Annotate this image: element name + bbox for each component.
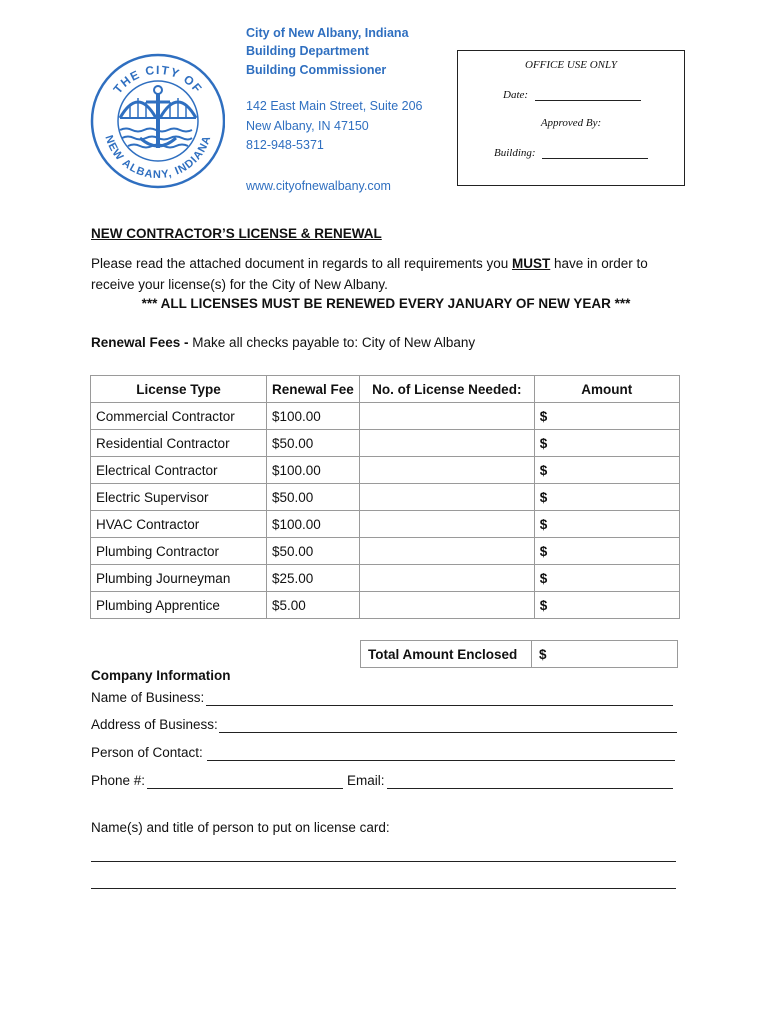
phone-label: Phone #: <box>91 773 146 788</box>
renewal-fee-cell: $100.00 <box>267 403 360 430</box>
license-type-cell: Electric Supervisor <box>91 484 267 511</box>
website-link[interactable]: www.cityofnewalbany.com <box>246 179 391 193</box>
renewal-fee-cell: $50.00 <box>267 430 360 457</box>
header-licenses-needed: No. of License Needed: <box>359 376 534 403</box>
office-use-title: OFFICE USE ONLY <box>524 59 618 71</box>
license-card-line-1[interactable] <box>91 861 676 862</box>
renewal-fees-text: Make all checks payable to: City of New Albany <box>188 335 476 350</box>
office-use-box <box>457 50 685 186</box>
contact-person-label: Person of Contact: <box>91 745 203 760</box>
table-row <box>91 484 680 511</box>
renewal-banner: *** ALL LICENSES MUST BE RENEWED EVERY JANUARY OF NEW YEAR *** <box>141 296 631 311</box>
total-amount-input[interactable]: $ <box>532 641 678 668</box>
total-label: Total Amount Enclosed <box>361 641 532 668</box>
table-row <box>91 592 680 619</box>
amount-input[interactable]: $ <box>534 403 679 430</box>
renewal-fee-cell: $5.00 <box>267 592 360 619</box>
renewal-fee-cell: $50.00 <box>267 538 360 565</box>
licenses-needed-input[interactable] <box>359 484 534 511</box>
renewal-fees-line <box>91 335 475 350</box>
amount-input[interactable]: $ <box>534 511 679 538</box>
office-date-field[interactable] <box>535 89 641 101</box>
table-row <box>91 511 680 538</box>
city-state-zip: New Albany, IN 47150 <box>246 119 369 133</box>
phone-field[interactable] <box>147 788 343 789</box>
license-type-cell: HVAC Contractor <box>91 511 267 538</box>
department-name: Building Department <box>246 44 369 58</box>
business-name-label: Name of Business: <box>91 690 205 705</box>
total-table <box>360 640 678 668</box>
header-renewal-fee: Renewal Fee <box>267 376 360 403</box>
licenses-needed-input[interactable] <box>359 592 534 619</box>
renewal-fee-cell: $25.00 <box>267 565 360 592</box>
form-title: NEW CONTRACTOR’S LICENSE & RENEWAL <box>91 226 382 241</box>
business-address-field[interactable] <box>219 732 677 733</box>
svg-text:THE CITY OF <box>111 63 206 96</box>
city-seal-logo <box>90 46 225 196</box>
city-name: City of New Albany, Indiana <box>246 26 409 40</box>
office-building-field[interactable] <box>542 147 648 159</box>
licenses-needed-input[interactable] <box>359 511 534 538</box>
company-info-heading: Company Information <box>91 668 231 683</box>
business-address-label: Address of Business: <box>91 717 218 732</box>
table-row <box>91 430 680 457</box>
street-address: 142 East Main Street, Suite 206 <box>246 99 423 113</box>
license-type-cell: Residential Contractor <box>91 430 267 457</box>
table-row <box>91 457 680 484</box>
amount-input[interactable]: $ <box>534 538 679 565</box>
office-date-row <box>503 89 641 101</box>
renewal-fee-cell: $100.00 <box>267 457 360 484</box>
must-emphasis: MUST <box>512 256 551 271</box>
license-type-cell: Commercial Contractor <box>91 403 267 430</box>
licenses-needed-input[interactable] <box>359 403 534 430</box>
renewal-fee-cell: $50.00 <box>267 484 360 511</box>
license-table <box>90 375 680 619</box>
business-name-field[interactable] <box>206 705 673 706</box>
seal-top-text: THE CITY OF <box>110 62 206 97</box>
renewal-fee-cell: $100.00 <box>267 511 360 538</box>
table-row <box>91 565 680 592</box>
contact-person-field[interactable] <box>207 760 675 761</box>
licenses-needed-input[interactable] <box>359 538 534 565</box>
table-row <box>91 538 680 565</box>
table-row <box>91 403 680 430</box>
seal-bottom-text: NEW ALBANY, INDIANA <box>102 133 214 182</box>
commissioner-title: Building Commissioner <box>246 63 387 77</box>
renewal-fees-label: Renewal Fees - <box>91 335 189 350</box>
header-amount: Amount <box>534 376 679 403</box>
license-type-cell: Plumbing Contractor <box>91 538 267 565</box>
office-building-row <box>494 147 648 159</box>
licenses-needed-input[interactable] <box>359 430 534 457</box>
amount-input[interactable]: $ <box>534 565 679 592</box>
license-type-cell: Electrical Contractor <box>91 457 267 484</box>
amount-input[interactable]: $ <box>534 457 679 484</box>
table-header-row <box>91 376 680 403</box>
licenses-needed-input[interactable] <box>359 565 534 592</box>
email-label: Email: <box>347 773 385 788</box>
amount-input[interactable]: $ <box>534 484 679 511</box>
amount-input[interactable]: $ <box>534 592 679 619</box>
license-type-cell: Plumbing Apprentice <box>91 592 267 619</box>
office-approved-label: Approved By: <box>540 117 602 129</box>
license-type-cell: Plumbing Journeyman <box>91 565 267 592</box>
license-card-label: Name(s) and title of person to put on license card: <box>91 820 390 835</box>
amount-input[interactable]: $ <box>534 430 679 457</box>
phone-number: 812-948-5371 <box>246 138 324 152</box>
licenses-needed-input[interactable] <box>359 457 534 484</box>
license-card-line-2[interactable] <box>91 888 676 889</box>
header-license-type: License Type <box>91 376 267 403</box>
office-building-label: Building: <box>494 147 536 159</box>
email-field[interactable] <box>387 788 673 789</box>
office-date-label: Date: <box>503 89 529 101</box>
intro-paragraph: Please read the attached document in regards to all requirements you MUST have in order to receive your license(s) for the City of New Albany. <box>91 256 648 292</box>
